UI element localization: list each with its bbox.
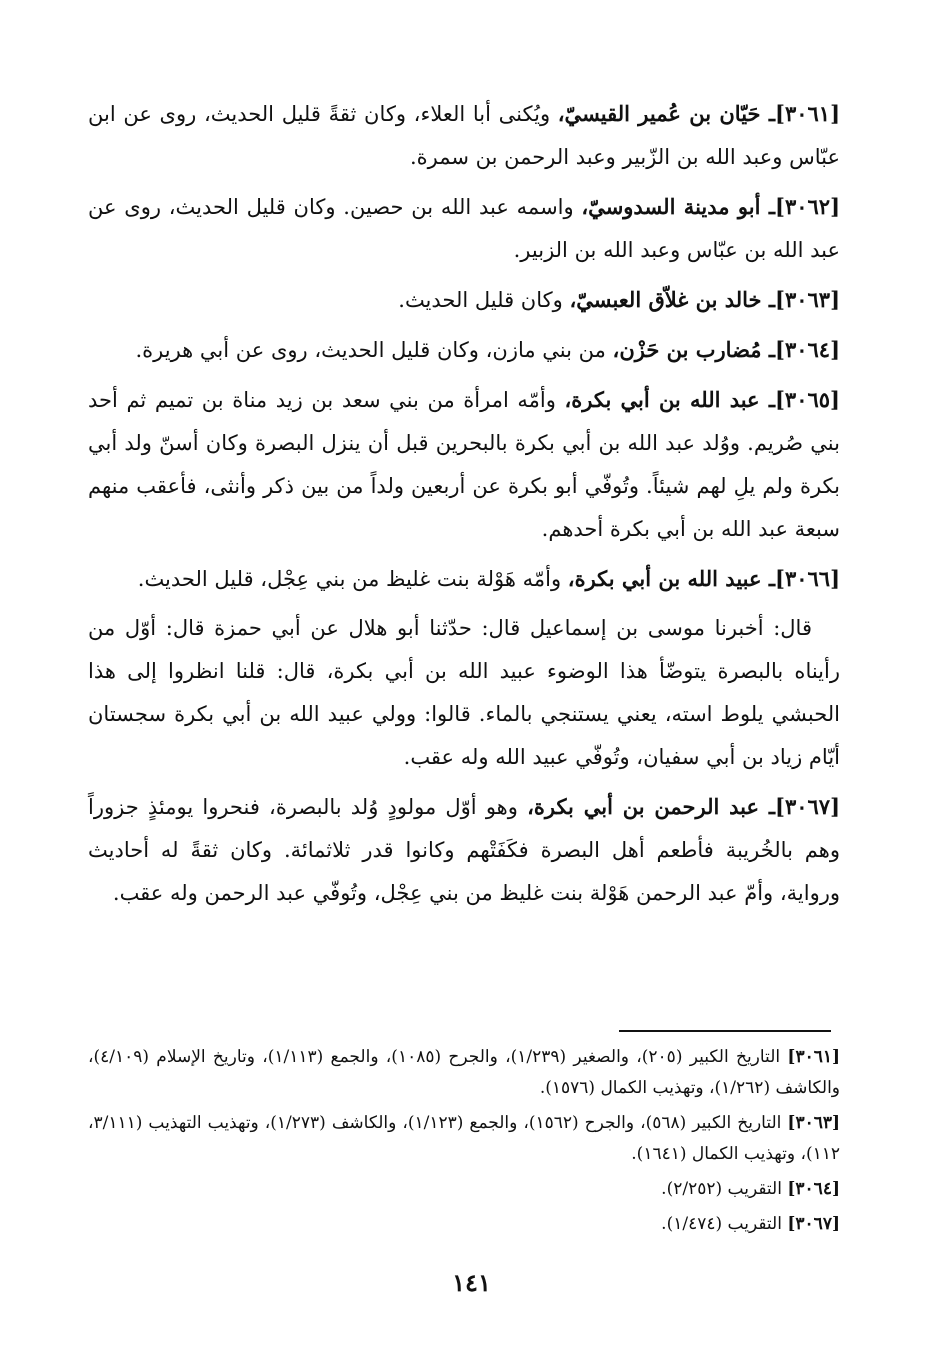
- footnote-number: [٣٠٦٣]: [787, 1113, 841, 1133]
- main-text: [88, 92, 840, 921]
- page-number: ١٤١: [452, 1268, 491, 1297]
- entry-text: وكان قليل الحديث.: [398, 288, 570, 312]
- entry-3062: [88, 185, 840, 272]
- footnote-text: التاريخ الكبير (٥٦٨)، والجرح (١٥٦٢)، والجمع (١/١٢٣)، والكاشف (١/٢٧٣)، وتهذيب التهذيب (٣/١١١، ١١٢)، وتهذيب الكمال (١٦٤١).: [88, 1113, 840, 1164]
- entry-text: وأمّه امرأة من بني سعد بن زيد مناة بن تميم ثم أحد بني صُريم. ووُلد عبد الله بن أبي بكرة بالبحرين قبل أن ينزل البصرة وكان أسنّ ولد أبي بكرة ولم يلِ لهم شيئاً. وتُوفّي أبو بكرة عن أربعين ولداً من بين ذكر وأنثى، فأعقب منهم سبعة عبد الله بن أبي بكرة أحدهم.: [88, 388, 840, 541]
- entry-3067: [88, 785, 840, 915]
- entry-text: وهو أوّل مولودٍ وُلد بالبصرة، فنحروا يومئذٍ جزوراً وهم بالخُريبة فأطعم أهل البصرة فكَفَتْهم وكانوا قدر ثلاثمائة. وكان ثقةً له أحاديث ورواية، وأمّ عبد الرحمن هَوْلة بنت غليظ من بني عِجْل، وتُوفّي عبد الرحمن وله عقب.: [88, 795, 840, 905]
- entry-name: ـ عبيد الله بن أبي بكرة،: [567, 566, 775, 591]
- footnote-number: [٣٠٦٧]: [787, 1214, 840, 1234]
- entry-number: [٣٠٦٢]: [775, 194, 840, 219]
- footnote-text: التقريب (١/٤٧٤).: [661, 1214, 788, 1234]
- entry-name: ـ عبد الرحمن بن أبي بكرة،: [527, 794, 775, 819]
- entry-number: [٣٠٦١]: [775, 101, 840, 126]
- footnote-3064: [88, 1174, 840, 1205]
- entry-text: واسمه عبد الله بن حصين. وكان قليل الحديث، روى عن عبد الله بن عبّاس وعبد الله بن الزبير.: [88, 195, 840, 262]
- footnote-text: التقريب (٢/٢٥٢).: [661, 1179, 788, 1199]
- footnote-number: [٣٠٦١]: [787, 1047, 841, 1067]
- entry-3065: [88, 378, 840, 551]
- entry-number: [٣٠٦٧]: [775, 794, 840, 819]
- entry-number: [٣٠٦٤]: [775, 337, 840, 362]
- footnote-3067: [88, 1209, 840, 1240]
- entry-text: وأمّه هَوْلة بنت غليظ من بني عِجْل، قليل الحديث.: [137, 567, 568, 591]
- entry-number: [٣٠٦٣]: [775, 287, 840, 312]
- footnote-3063: [88, 1108, 840, 1170]
- entry-number: [٣٠٦٦]: [775, 566, 840, 591]
- footnote-text: التاريخ الكبير (٢٠٥)، والصغير (١/٢٣٩)، والجرح (١٠٨٥)، والجمع (١/١١٣)، وتاريخ الإسلام (٤/١٠٩)، والكاشف (١/٢٦٢)، وتهذيب الكمال (١٥٧٦).: [88, 1047, 840, 1098]
- entry-name: ـ عبد الله بن أبي بكرة،: [564, 387, 775, 412]
- footnote-number: [٣٠٦٤]: [787, 1179, 840, 1199]
- entry-name: ـ حَيّان بن عُمير القيسيّ،: [557, 101, 775, 126]
- footnotes: [88, 1042, 840, 1244]
- entry-3064: [88, 328, 840, 372]
- entry-name: ـ خالد بن غلاّق العبسيّ،: [569, 287, 775, 312]
- footnote-divider: [619, 1030, 831, 1032]
- entry-text: من بني مازن، وكان قليل الحديث، روى عن أبي هريرة.: [135, 338, 613, 362]
- entry-name: ـ مُضارب بن حَزْن،: [612, 337, 775, 362]
- entry-number: [٣٠٦٥]: [774, 387, 840, 412]
- entry-3061: [88, 92, 840, 179]
- entry-text: ويُكنى أبا العلاء، وكان ثقةً قليل الحديث، روى عن ابن عبّاس وعبد الله بن الزّبير وعبد الرحمن بن سمرة.: [88, 102, 840, 169]
- entry-3063: [88, 278, 840, 322]
- entry-3066: [88, 557, 840, 601]
- narration-paragraph: قال: أخبرنا موسى بن إسماعيل قال: حدّثنا أبو هلال عن أبي حمزة قال: أوّل من رأيناه بالبصرة يتوضّأ هذا الوضوء عبيد الله بن أبي بكرة، قال: قلنا انظروا إلى هذا الحبشي يلوط استه، يعني يستنجي بالماء. قالوا: وولي عبيد الله بن أبي بكرة سجستان أيّام زياد بن أبي سفيان، وتُوفّي عبيد الله وله عقب.: [88, 616, 840, 769]
- footnote-3061: [88, 1042, 840, 1104]
- entry-name: ـ أبو مدينة السدوسيّ،: [581, 194, 775, 219]
